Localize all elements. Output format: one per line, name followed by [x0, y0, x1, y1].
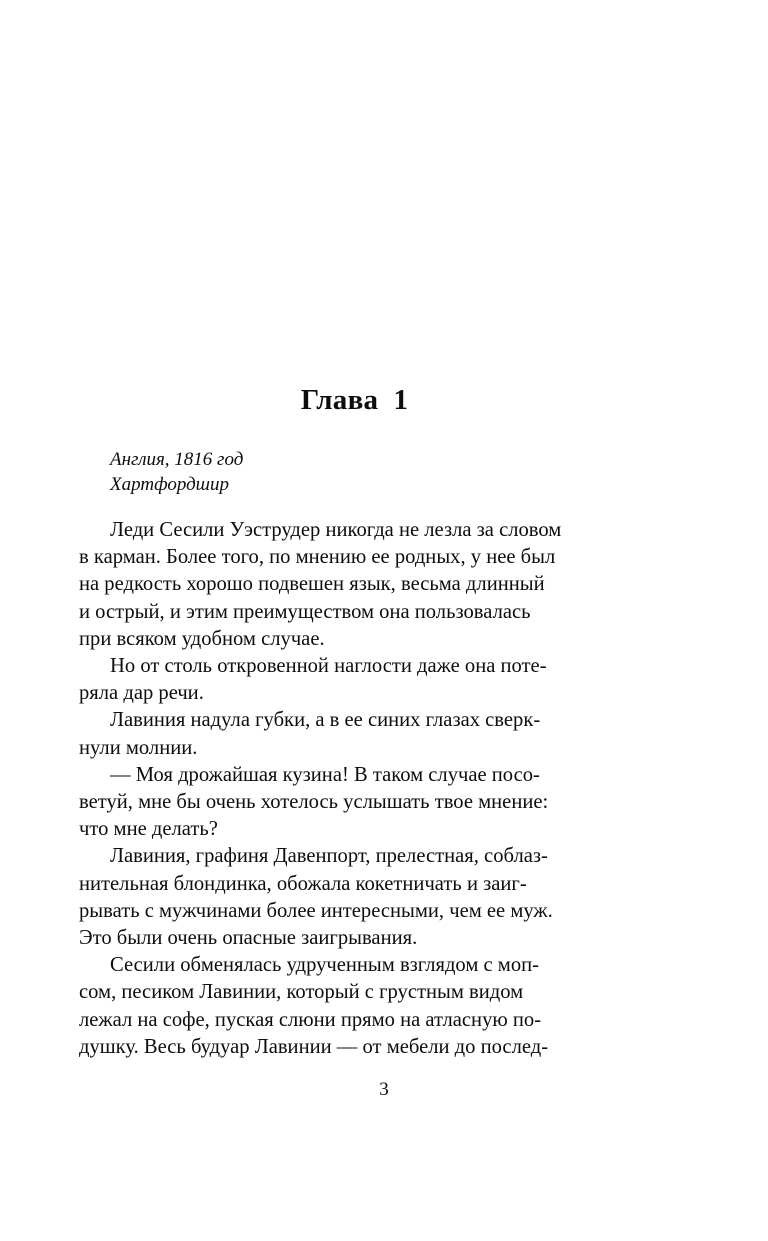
text-line: — Моя дрожайшая кузина! В таком случае посо-: [110, 763, 540, 786]
text-line: нули молнии.: [79, 736, 198, 759]
text-line: Леди Сесили Уэструдер никогда не лезла за словом: [110, 518, 562, 541]
text-line: при всяком удобном случае.: [79, 627, 325, 650]
text-line: на редкость хорошо подвешен язык, весьма длинный: [79, 573, 545, 596]
text-line: ветуй, мне бы очень хотелось услышать твое мнение:: [79, 790, 549, 813]
text-line: и острый, и этим преимуществом она пользовалась: [79, 600, 531, 623]
epigraph-line-county: Хартфордшир: [110, 473, 230, 495]
paragraph-2: [79, 653, 630, 707]
paragraph-4-dialogue: [79, 762, 630, 844]
epigraph-line-country-year: Англия, 1816 год: [110, 448, 244, 470]
text-line: Это были очень опасные заигрывания.: [79, 926, 418, 949]
paragraph-1: [79, 517, 630, 653]
chapter-heading: Глава 1: [300, 384, 409, 416]
paragraph-3: [79, 707, 630, 761]
text-line: Но от столь откровенной наглости даже она поте-: [110, 654, 547, 677]
page-number: 3: [379, 1079, 389, 1100]
body-copy: [79, 517, 630, 1061]
text-line: в карман. Более того, по мнению ее родных, у нее был: [79, 546, 556, 569]
text-line: что мне делать?: [79, 818, 218, 841]
page-text-block: [79, 385, 630, 1061]
epigraph-block: [79, 447, 630, 497]
paragraph-6: [79, 952, 630, 1061]
text-line: нительная блондинка, обожала кокетничать и заиг-: [79, 872, 527, 895]
text-line: сом, песиком Лавинии, который с грустным видом: [79, 981, 524, 1004]
text-line: лежал на софе, пуская слюни прямо на атласную по-: [79, 1008, 542, 1031]
text-line: душку. Весь будуар Лавинии — от мебели до послед-: [79, 1035, 549, 1058]
text-line: рывать с мужчинами более интересными, чем ее муж.: [79, 899, 553, 922]
paragraph-5: [79, 843, 630, 952]
text-line: Лавиния надула губки, а в ее синих глазах сверк-: [110, 709, 541, 732]
text-line: Сесили обменялась удрученным взглядом с моп-: [110, 954, 540, 977]
text-line: ряла дар речи.: [79, 682, 204, 705]
text-line: Лавиния, графиня Давенпорт, прелестная, соблаз-: [110, 845, 548, 868]
